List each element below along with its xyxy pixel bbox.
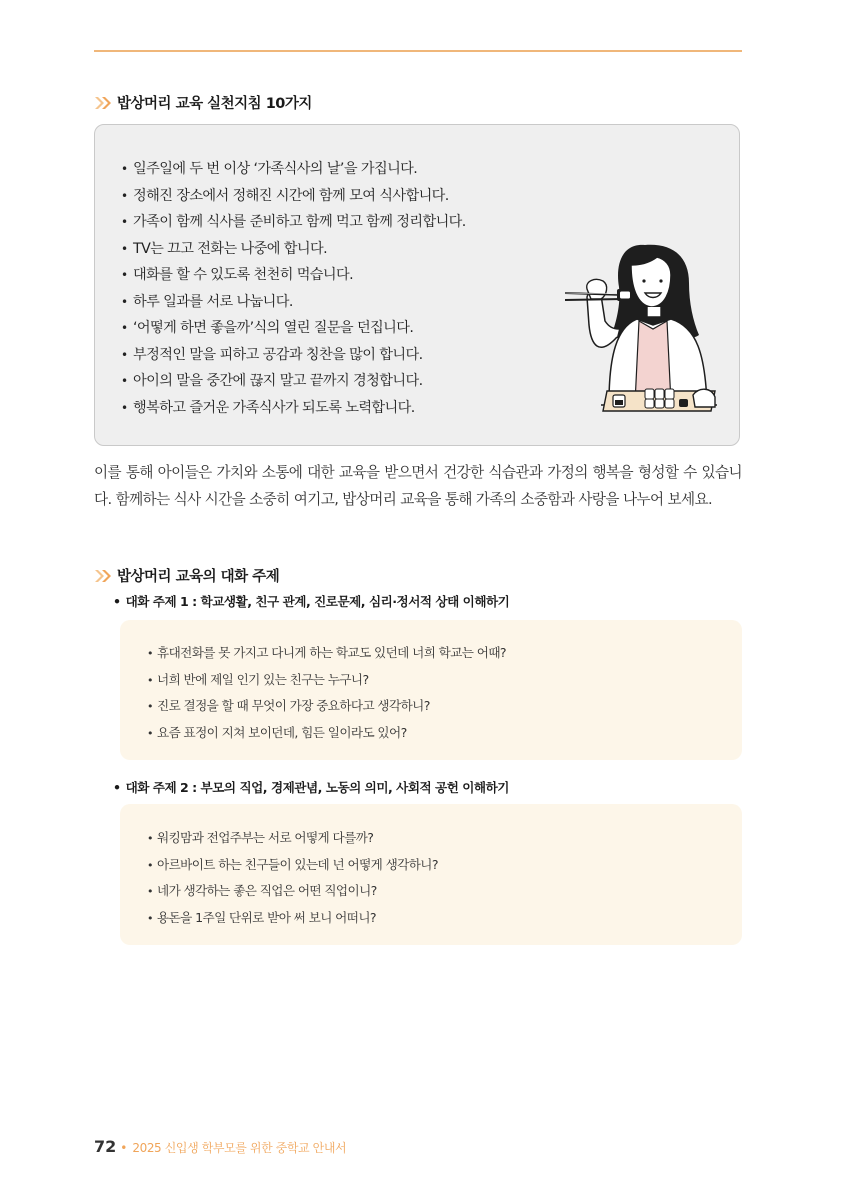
question-item: • 진로 결정을 할 때 무엇이 가장 중요하다고 생각하니?: [147, 693, 506, 720]
topic-label-1: • 대화 주제 1 : 학교생활, 친구 관계, 진로문제, 심리·정서적 상태 이해하기: [113, 591, 509, 610]
question-list: [147, 640, 506, 746]
footer-title: 2025 신입생 학부모를 위한 중학교 안내서: [132, 1141, 347, 1155]
question-box-1: [120, 620, 742, 760]
guideline-item: • 일주일에 두 번 이상 ‘가족식사의 날’을 가집니다.: [121, 156, 466, 183]
guideline-item: • 가족이 함께 식사를 준비하고 함께 먹고 함께 정리합니다.: [121, 209, 466, 236]
guideline-item: • 아이의 말을 중간에 끊지 말고 끝까지 경청합니다.: [121, 368, 466, 395]
double-chevron-right-icon: [94, 96, 114, 110]
body-paragraph: 이를 통해 아이들은 가치와 소통에 대한 교육을 받으면서 건강한 식습관과 가정의 행복을 형성할 수 있습니다. 함께하는 식사 시간을 소중히 여기고, 밥상머리 교육을 통해 가족의 소중함과 사랑을 나누어 보세요.: [94, 464, 742, 508]
guideline-item: • ‘어떻게 하면 좋을까’식의 열린 질문을 던집니다.: [121, 315, 466, 342]
section-title-topics: [94, 565, 279, 586]
topic-label-2: • 대화 주제 2 : 부모의 직업, 경제관념, 노동의 의미, 사회적 공헌 이해하기: [113, 777, 509, 796]
question-item: • 요즘 표정이 지쳐 보이던데, 힘든 일이라도 있어?: [147, 720, 506, 747]
question-item: • 네가 생각하는 좋은 직업은 어떤 직업이니?: [147, 878, 438, 905]
question-item: • 아르바이트 하는 친구들이 있는데 넌 어떻게 생각하니?: [147, 852, 438, 879]
question-box-2: [120, 804, 742, 945]
guidelines-list: [121, 156, 466, 421]
top-divider: [94, 50, 742, 52]
guideline-item: • TV는 끄고 전화는 나중에 합니다.: [121, 236, 466, 263]
guideline-item: • 정해진 장소에서 정해진 시간에 함께 모여 식사합니다.: [121, 183, 466, 210]
guidelines-box: [94, 124, 740, 446]
page-number: 72: [94, 1137, 117, 1156]
guideline-item: • 행복하고 즐거운 가족식사가 되도록 노력합니다.: [121, 395, 466, 422]
guideline-item: • 하루 일과를 서로 나눕니다.: [121, 289, 466, 316]
question-item: • 너희 반에 제일 인기 있는 친구는 누구니?: [147, 667, 506, 694]
page-footer: [94, 1137, 346, 1156]
question-item: • 휴대전화를 못 가지고 다니게 하는 학교도 있던데 너희 학교는 어때?: [147, 640, 506, 667]
woman-eating-illustration: [565, 225, 730, 415]
question-list: [147, 825, 438, 931]
footer-bullet: •: [120, 1141, 128, 1155]
section-title-text: 밥상머리 교육의 대화 주제: [117, 569, 280, 585]
question-item: • 용돈을 1주일 단위로 받아 써 보니 어떠니?: [147, 905, 438, 932]
guideline-item: • 대화를 할 수 있도록 천천히 먹습니다.: [121, 262, 466, 289]
guideline-item: • 부정적인 말을 피하고 공감과 칭찬을 많이 합니다.: [121, 342, 466, 369]
section-title-guidelines: [94, 92, 312, 113]
section-title-text: 밥상머리 교육 실천지침 10가지: [117, 96, 312, 112]
question-item: • 워킹맘과 전업주부는 서로 어떻게 다를까?: [147, 825, 438, 852]
double-chevron-right-icon: [94, 569, 114, 583]
